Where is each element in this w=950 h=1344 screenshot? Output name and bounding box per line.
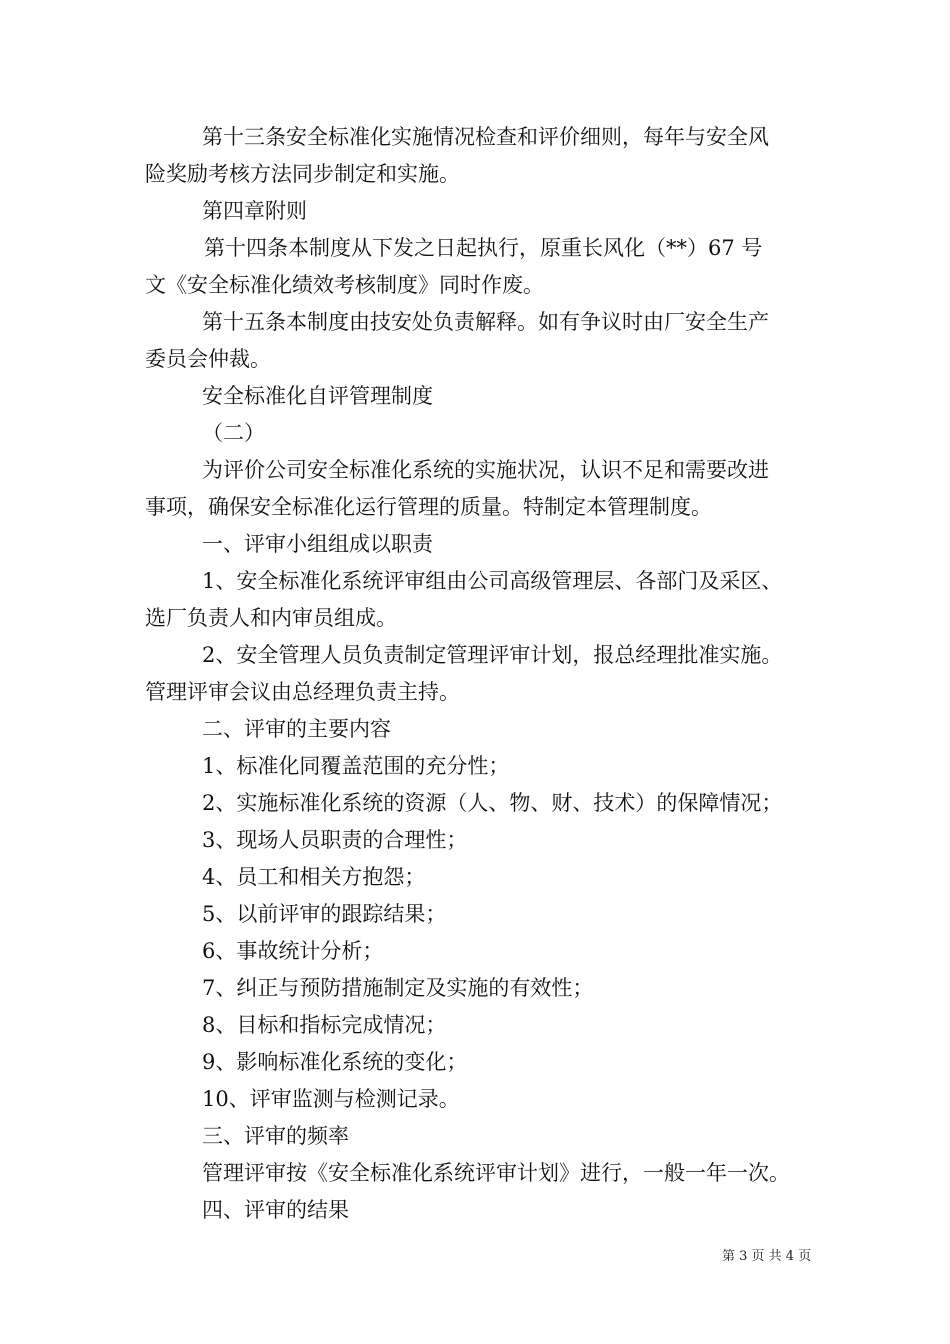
section-heading: 一、评审小组组成以职责 — [202, 532, 433, 556]
text-line: 事项，确保安全标准化运行管理的质量。特制定本管理制度。 — [145, 495, 712, 519]
list-item: 9、影响标准化系统的变化； — [202, 1050, 468, 1074]
page-number: 第 3 页 共 4 页 — [722, 1249, 812, 1264]
list-item: 8、目标和指标完成情况； — [202, 1013, 447, 1037]
text-line: 第十四条本制度从下发之日起执行，原重长风化（**）67 号 — [204, 236, 763, 260]
text-line: 险奖励考核方法同步制定和实施。 — [145, 162, 460, 186]
text-line: 管理评审会议由总经理负责主持。 — [145, 680, 460, 704]
list-item: 6、事故统计分析； — [202, 939, 384, 963]
list-item: 1、标准化同覆盖范围的充分性； — [202, 754, 510, 778]
text-line: 文《安全标准化绩效考核制度》同时作废。 — [145, 273, 544, 297]
list-item: 10、评审监测与检测记录。 — [202, 1087, 460, 1111]
section-heading: 四、评审的结果 — [202, 1198, 349, 1222]
section-heading: 第四章附则 — [202, 199, 307, 223]
text-line: 为评价公司安全标准化系统的实施状况，认识不足和需要改进 — [202, 458, 769, 482]
section-heading: 三、评审的频率 — [202, 1124, 349, 1148]
text-line: 1、安全标准化系统评审组由公司高级管理层、各部门及采区、 — [202, 569, 783, 593]
text-line: 委员会仲裁。 — [145, 347, 271, 371]
list-item: 7、纠正与预防措施制定及实施的有效性； — [202, 976, 594, 1000]
list-item: 3、现场人员职责的合理性； — [202, 828, 468, 852]
document-title: 安全标准化自评管理制度 — [202, 384, 433, 408]
text-line: 选厂负责人和内审员组成。 — [145, 606, 397, 630]
text-line: 第十三条安全标准化实施情况检查和评价细则，每年与安全风 — [202, 125, 769, 149]
list-item: 4、员工和相关方抱怨； — [202, 865, 426, 889]
list-item: 5、以前评审的跟踪结果； — [202, 902, 447, 926]
text-line: 管理评审按《安全标准化系统评审计划》进行，一般一年一次。 — [202, 1161, 790, 1185]
section-heading: 二、评审的主要内容 — [202, 717, 391, 741]
document-subtitle: （二） — [202, 421, 265, 445]
list-item: 2、实施标准化系统的资源（人、物、财、技术）的保障情况； — [202, 791, 783, 815]
text-line: 第十五条本制度由技安处负责解释。如有争议时由厂安全生产 — [202, 310, 769, 334]
text-line: 2、安全管理人员负责制定管理评审计划，报总经理批准实施。 — [202, 643, 783, 667]
